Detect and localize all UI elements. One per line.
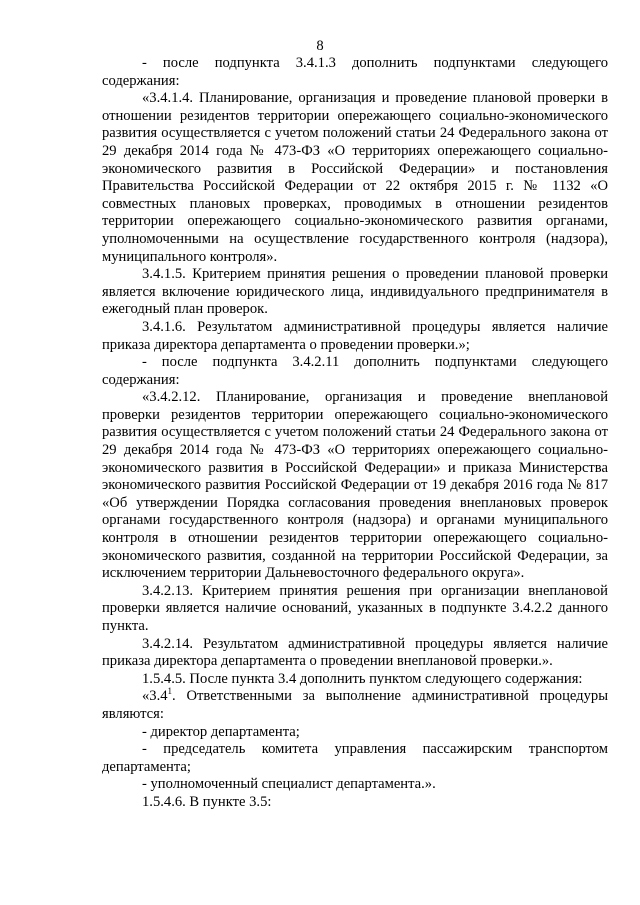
list-item: - уполномоченный специалист департамента.». [142,776,436,793]
paragraph: «3.4.2.12. Планирование, организация и проведение внеплановой проверки резидентов территории опережающего социально-экономического развития осуществляется с учетом положений статьи 24 Федерального закона от 29 декабря 2014 года № 473-ФЗ «О территориях опережающего социально-экономического развития в Российской Федерации» и приказа Министерства экономического развития Российской Федерации от 19 декабря 2016 года № 817 «Об утверждении Порядка согласования проведения внеплановых проверок органами государственного контроля (надзора) и органами муниципального контроля в отношении резидентов территории опережающего социально-экономического развития, созданной на территории Российской Федерации, за исключением территории Дальневосточного федерального округа». [102,389,608,582]
document-body [102,55,608,812]
item-prefix: «3.4 [142,688,168,705]
list-item: - председатель комитета управления пассажирским транспортом департамента; [102,741,608,775]
paragraph: 3.4.2.14. Результатом административной процедуры является наличие приказа директора департамента о проведении внеплановой проверки.». [102,635,608,670]
item-rest: . Ответственными за выполнение административной процедуры являются: [102,688,608,722]
paragraph: 3.4.1.6. Результатом административной процедуры является наличие приказа директора департамента о проведении проверки.»; [102,318,608,353]
item-superscript: 1 [167,686,173,697]
paragraph: 1.5.4.5. После пункта 3.4 дополнить пунктом следующего содержания: [142,670,583,687]
paragraph: - после подпункта 3.4.2.11 дополнить подпунктами следующего содержания: [102,354,608,388]
paragraph: 3.4.2.13. Критерием принятия решения при организации внеплановой проверки является наличие оснований, указанных в подпункте 3.4.2.2 данного пункта. [102,582,608,634]
list-item: - директор департамента; [142,723,300,740]
page-number: 8 [316,38,324,54]
paragraph: 1.5.4.6. В пункте 3.5: [142,793,272,810]
paragraph: - после подпункта 3.4.1.3 дополнить подпунктами следующего содержания: [102,55,608,89]
paragraph: «3.4.1.4. Планирование, организация и проведение плановой проверки в отношении резидентов территории опережающего социально-экономического развития осуществляется с учетом положений статьи 24 Федерального закона от 29 декабря 2014 года № 473-ФЗ «О территориях опережающего социально-экономического развития в Российской Федерации» и постановления Правительства Российской Федерации от 22 октября 2015 г. № 1132 «О совместных плановых проверках, проводимых в отношении резидентов территории опережающего социально-экономического развития органами, уполномоченными на осуществление государственного контроля (надзора), муниципального контроля». [102,90,608,265]
paragraph-3-4-1 [102,688,608,723]
paragraph: 3.4.1.5. Критерием принятия решения о проведении плановой проверки является включение юридического лица, индивидуального предпринимателя в ежегодный план проверок. [102,266,608,318]
